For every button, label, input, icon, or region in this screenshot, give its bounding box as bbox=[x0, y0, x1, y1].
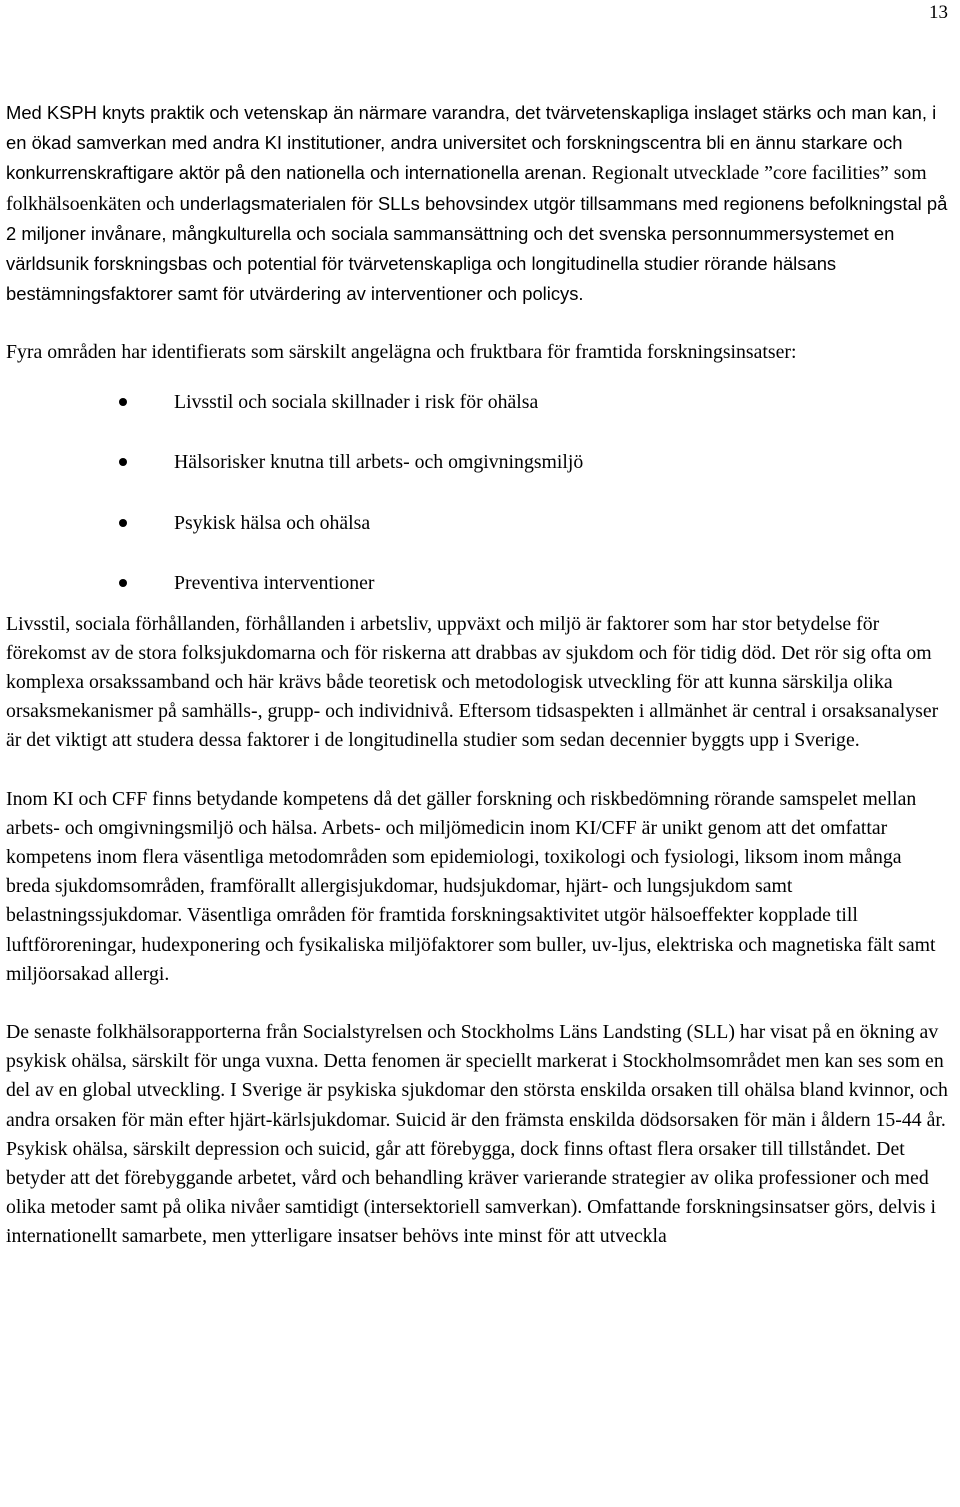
paragraph-spacer bbox=[6, 756, 950, 785]
bullet-icon bbox=[119, 398, 127, 406]
list-item-mental-health bbox=[6, 509, 950, 570]
list-item-label: Preventiva interventioner bbox=[174, 572, 375, 595]
bullet-icon bbox=[119, 458, 127, 466]
document-body bbox=[6, 98, 950, 1252]
paragraph-spacer bbox=[6, 989, 950, 1018]
list-item-lifestyle bbox=[6, 388, 950, 449]
paragraph-ksph-intro-part-a: Med KSPH knyts praktik och vetenskap än närmare varandra, det tvärvetenskapliga inslaget stärks och man kan, i en ökad samverkan med andra KI institutioner, andra universitet och forskningscentra bli en ännu starkare och konkurrenskraftigare aktör på den nationella och internationella arenan. bbox=[6, 102, 937, 184]
list-item-label: Psykisk hälsa och ohälsa bbox=[174, 511, 371, 534]
list-item-label: Livsstil och sociala skillnader i risk för ohälsa bbox=[174, 390, 539, 413]
paragraph-ksph-intro bbox=[6, 98, 950, 309]
list-item-health-risks bbox=[6, 448, 950, 509]
list-item-preventive-interventions bbox=[6, 569, 950, 630]
paragraph-ksph-intro-part-b: Regionalt utvecklade ”core facilities” som folkhälsoenkäten och bbox=[6, 162, 927, 215]
list-item-label: Hälsorisker knutna till arbets- och omgivningsmiljö bbox=[174, 451, 584, 474]
page-number: 13 bbox=[929, 2, 948, 23]
paragraph-lifestyle: Livsstil, sociala förhållanden, förhållanden i arbetsliv, uppväxt och miljö är faktorer som har stor betydelse för förekomst av de stora folksjukdomarna och för riskerna att drabbas av sjukdom och för tidig död. Det rör sig ofta om komplexa orsakssamband och här krävs både teoretisk och metodologisk utveckling för att kunna särskilja olika orsaksmekanismer på samhälls-, grupp- och individnivå. Eftersom tidsaspekten i allmänhet är central i orsaksanalyser är det viktigt att studera dessa faktorer i de longitudinella studier som sedan decennier byggts upp i Sverige. bbox=[6, 612, 939, 752]
research-areas-list bbox=[6, 388, 950, 630]
bullet-icon bbox=[119, 579, 127, 587]
paragraph-spacer bbox=[6, 309, 950, 338]
paragraph-occupational-environment: Inom KI och CFF finns betydande kompetens då det gäller forskning och riskbedömning rörande samspelet mellan arbets- och omgivningsmiljö och hälsa. Arbets- och miljömedicin inom KI/CFF är unikt genom att det omfattar kompetens inom flera väsentliga metodområden som epidemiologi, toxikologi och fysiologi, liksom inom många breda sjukdomsområden, framförallt allergisjukdomar, hudsjukdomar, hjärt- och lungsjukdom samt belastningssjukdomar. Väsentliga områden för framtida forskningsaktivitet utgör hälsoeffekter kopplade till luftföroreningar, hudexponering och fysikaliska miljöfaktorer som buller, uv-ljus, elektriska och magnetiska fält samt miljöorsakad allergi. bbox=[6, 787, 936, 985]
paragraph-research-areas-intro: Fyra områden har identifierats som särskilt angelägna och fruktbara för framtida forskningsinsatser: bbox=[6, 341, 797, 364]
paragraph-mental-health: De senaste folkhälsorapporterna från Socialstyrelsen och Stockholms Läns Landsting (SLL) har visat på en ökning av psykisk ohälsa, särskilt för unga vuxna. Detta fenomen är speciellt markerat i Stockholmsområdet men kan ses som en del av en global utveckling. I Sverige är psykiska sjukdomar den största enskilda orsaken till ohälsa bland kvinnor, och andra orsaken för män efter hjärt-kärlsjukdomar. Suicid är den främsta enskilda dödsorsaken för män i åldern 15-44 år. Psykisk ohälsa, särskilt depression och suicid, går att förebygga, dock finns oftast flera orsaker till tillståndet. Det betyder att det förebyggande arbetet, vård och behandling kräver varierande strategier av olika professioner och med olika metoder samt på olika nivåer samtidigt (intersektoriell samverkan). Omfattande forskningsinsatser görs, delvis i internationellt samarbete, men ytterligare insatser behövs inte minst för att utveckla bbox=[6, 1021, 948, 1248]
paragraph-ksph-intro-part-c: underlagsmaterialen för SLLs behovsindex utgör tillsammans med regionens befolkningstal på 2 miljoner invånare, mångkulturella och sociala sammansättning och det svenska personnummersystemet en världsunik forskningsbas och potential för tvärvetenskapliga och longitudinella studier rörande hälsans bestämningsfaktorer samt för utvärdering av interventioner och policys. bbox=[6, 192, 948, 305]
bullet-icon bbox=[119, 519, 127, 527]
